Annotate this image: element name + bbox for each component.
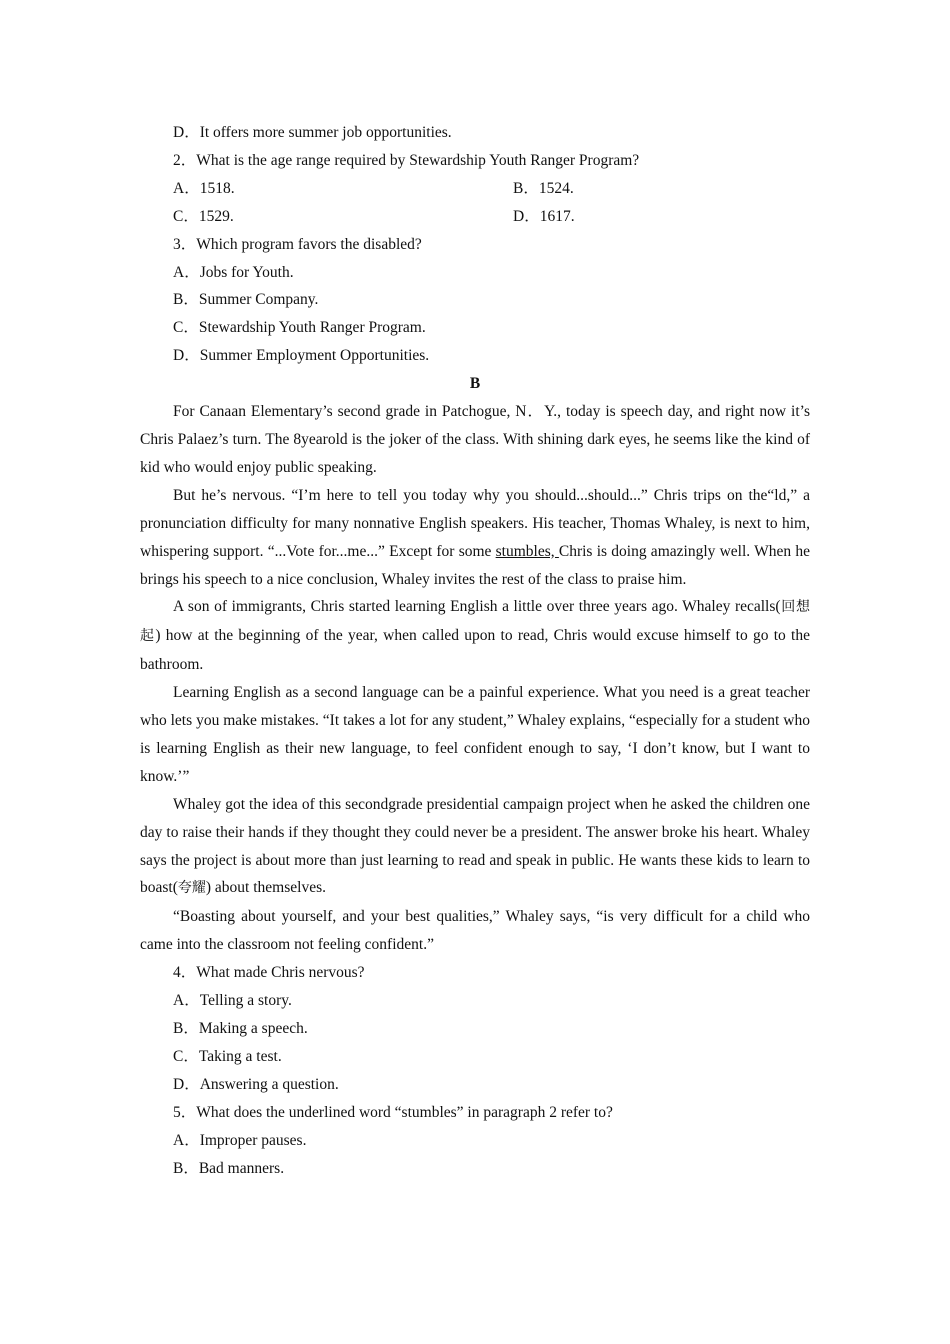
q3-option-d: D．Summer Employment Opportunities. (173, 347, 430, 365)
paragraph-5-text-start: Whaley got the idea of this secondgrade presidential campaign project when he asked the children one day to raise their hands if they thought they could never be a president. The answer broke his heart. Whaley says the project is about more than just learning to read and speak in public. He wants these kids to learn to boast( (140, 795, 810, 897)
q4-option-c: C．Taking a test. (173, 1047, 282, 1065)
passage-paragraph-6: “Boasting about yourself, and your best qualities,” Whaley says, “is very difficult for a child who came into the classroom not feeling confident.” (140, 908, 810, 954)
passage-paragraph-5 (140, 791, 810, 904)
q2-option-d: D．1617. (513, 207, 575, 225)
q4-option-d: D．Answering a question. (173, 1075, 339, 1093)
passage-paragraph-3 (140, 593, 810, 679)
q5-question: 5．What does the underlined word “stumbles” in paragraph 2 refer to? (173, 1103, 613, 1121)
gloss-recalls: 回想起 (140, 599, 811, 645)
q4-option-a: A．Telling a story. (173, 992, 292, 1010)
passage-paragraph-1: For Canaan Elementary’s second grade in Patchogue, N．Y., today is speech day, and right now it’s Chris Palaez’s turn. The 8yearold is the joker of the class. With shining dark eyes, he seems like the kind of kid who would enjoy public speaking. (140, 403, 810, 476)
paragraph-3-text-end: ) how at the beginning of the year, when called upon to read, Chris would excuse himself to go to the bathroom. (140, 627, 810, 674)
q5-option-b: B．Bad manners. (173, 1159, 285, 1177)
passage-paragraph-2 (140, 482, 810, 594)
q3-question: 3．Which program favors the disabled? (173, 235, 422, 253)
q2-option-a: A．1518. (173, 179, 235, 197)
q3-option-a: A．Jobs for Youth. (173, 263, 294, 281)
underlined-word-stumbles: stumbles, (495, 542, 559, 560)
q2-options-row-2 (140, 203, 810, 231)
passage-paragraph-4: Learning English as a second language can be a painful experience. What you need is a great teacher who lets you make mistakes. “It takes a lot for any student,” Whaley explains, “especially for a student who is learning English as their new language, to feel confident enough to say, ‘I don’t know, but I want to know.’” (140, 684, 810, 785)
q3-option-c: C．Stewardship Youth Ranger Program. (173, 319, 426, 337)
q1-option-d: D．It offers more summer job opportunities. (173, 124, 452, 141)
paragraph-2-text-start: But he’s nervous. “I’m here to tell you today why you should...should...” Chris trips on the“ld,” a pronunciation difficulty for many nonnative English speakers. His teacher, Thomas Whaley, is next to him, whispering support. “...Vote for...me...” Except for some (140, 486, 810, 560)
q2-option-b: B．1524. (513, 179, 574, 197)
gloss-boast: 夸耀 (177, 880, 206, 897)
document-page (140, 119, 810, 1182)
paragraph-3-text-start: A son of immigrants, Chris started learning English a little over three years ago. Whaley recalls( (173, 598, 781, 616)
q4-question: 4．What made Chris nervous? (173, 964, 365, 982)
q4-option-b: B．Making a speech. (173, 1020, 308, 1037)
paragraph-2-text-end: Chris is doing amazingly well. When he brings his speech to a nice conclusion, Whaley invites the rest of the class to praise him. (140, 542, 810, 588)
q3-option-b: B．Summer Company. (173, 291, 319, 309)
paragraph-5-text-end: ) about themselves. (205, 879, 326, 897)
q2-options-row-1 (140, 175, 810, 203)
q5-option-a: A．Improper pauses. (173, 1131, 307, 1149)
q2-question: 2．What is the age range required by Stewardship Youth Ranger Program? (173, 151, 640, 169)
q2-option-c: C．1529. (173, 207, 234, 225)
section-b-heading: B (469, 375, 481, 393)
